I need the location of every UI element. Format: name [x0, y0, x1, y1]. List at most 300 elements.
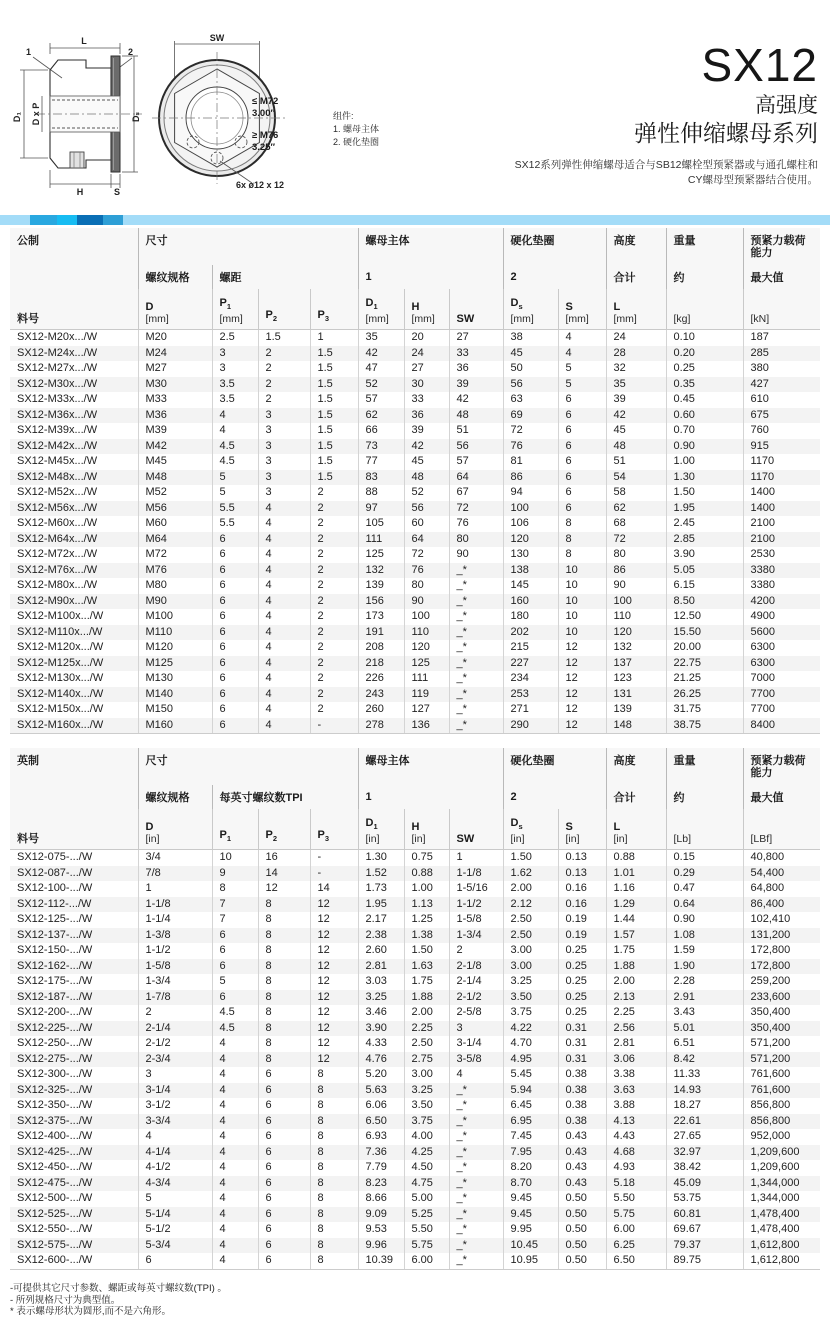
table-row: [10, 439, 820, 455]
table-cell: 5-1/4: [138, 1207, 212, 1223]
table-cell: SX12-M130x.../W: [17, 672, 104, 684]
table-cell: 5.45: [503, 1067, 558, 1083]
table-cell: _*: [449, 1145, 503, 1161]
table-cell: 6.15: [666, 578, 743, 594]
table-cell: SX12-M56x.../W: [17, 501, 98, 514]
table-cell: 2.81: [606, 1036, 666, 1052]
table-cell: 2: [258, 361, 310, 377]
table-cell: 4: [258, 671, 310, 687]
column-header: 料号: [10, 289, 138, 330]
table-cell: _*: [449, 563, 503, 579]
table-cell: 5-1/2: [138, 1222, 212, 1238]
table-cell: 2.5: [212, 330, 258, 346]
table-cell: SX12-M90x.../W: [17, 594, 98, 607]
table-cell: SX12-M76x.../W: [17, 563, 98, 576]
table-cell: 2-3/4: [138, 1052, 212, 1068]
table-cell: 3380: [743, 578, 820, 594]
table-cell: SX12-475-.../W: [17, 1176, 93, 1189]
table-cell: 9.96: [358, 1238, 404, 1254]
group-header-row: [10, 228, 820, 265]
table-cell: 1.75: [606, 943, 666, 959]
table-cell: 2: [310, 702, 358, 718]
table-cell: SX12-M125x.../W: [17, 656, 104, 669]
table-cell: 218: [358, 656, 404, 672]
table-cell: 16: [258, 850, 310, 866]
table-cell: 38.75: [666, 718, 743, 734]
table-cell: 4: [258, 687, 310, 703]
table-cell: 8: [310, 1098, 358, 1114]
table-cell: 7700: [743, 702, 820, 718]
table-cell: 675: [743, 408, 820, 424]
table-cell: 1170: [743, 454, 820, 470]
table-cell: 6: [212, 687, 258, 703]
table-cell: 6.51: [666, 1036, 743, 1052]
table-cell: M125: [138, 656, 212, 672]
legend-item-1: 1. 螺母主体: [333, 124, 380, 134]
table-cell: 35: [358, 330, 404, 346]
table-cell: 3-5/8: [449, 1052, 503, 1068]
table-cell: 2530: [743, 547, 820, 563]
dim-label-s: S: [113, 187, 121, 197]
table-row: [10, 1238, 820, 1254]
table-cell: 5.5: [212, 516, 258, 532]
sub-nut-body-1: 1: [358, 785, 503, 809]
table-cell: 6.06: [358, 1098, 404, 1114]
thread-range-annotation: [252, 96, 278, 154]
table-cell: SX12-M120x.../W: [17, 641, 104, 653]
table-cell: 56: [404, 501, 449, 517]
table-cell: 45.09: [666, 1176, 743, 1192]
sub-total: 合计: [606, 785, 666, 809]
table-cell: M48: [138, 470, 212, 486]
table-cell: _*: [449, 594, 503, 610]
table-cell: 6.95: [503, 1114, 558, 1130]
table-cell: 8: [258, 990, 310, 1006]
sub-total: 合计: [606, 265, 666, 289]
table-cell: _*: [449, 578, 503, 594]
table-cell: 1-1/2: [138, 943, 212, 959]
table-cell: 208: [358, 640, 404, 656]
group-height: 高度: [606, 748, 666, 785]
legend-title: 组件:: [333, 111, 354, 121]
table-cell: 12: [558, 671, 606, 687]
table-cell: 8: [310, 1083, 358, 1099]
table-cell: 3: [258, 423, 310, 439]
table-cell: 4.93: [606, 1160, 666, 1176]
table-cell: 6: [212, 990, 258, 1006]
imperial-table: [10, 748, 820, 1270]
table-cell: 1.5: [310, 423, 358, 439]
table-cell: 27.65: [666, 1129, 743, 1145]
sub-max: 最大值: [743, 785, 820, 809]
table-cell: 8400: [743, 718, 820, 734]
bolt-circle-label: 6x ø12 x 12: [235, 180, 284, 190]
table-row: [10, 1114, 820, 1130]
table-cell: 12: [310, 1036, 358, 1052]
table-cell: 88: [358, 485, 404, 501]
table-cell: M33: [138, 392, 212, 408]
table-cell: 10: [558, 563, 606, 579]
table-row: [10, 361, 820, 377]
table-cell: 1.5: [310, 361, 358, 377]
table-cell: 14.93: [666, 1083, 743, 1099]
table-cell: 4: [258, 594, 310, 610]
table-cell: 1.44: [606, 912, 666, 928]
table-cell: 8: [310, 1222, 358, 1238]
table-cell: 4: [258, 532, 310, 548]
table-cell: 72: [449, 501, 503, 517]
table-cell: 3380: [743, 563, 820, 579]
table-row: [10, 1176, 820, 1192]
table-cell: 8: [258, 974, 310, 990]
table-cell: 1.57: [606, 928, 666, 944]
table-cell: 5: [212, 974, 258, 990]
table-cell: 761,600: [743, 1083, 820, 1099]
table-cell: SX12-M48x.../W: [17, 470, 98, 483]
table-cell: 0.13: [558, 866, 606, 882]
table-cell: 1170: [743, 470, 820, 486]
table-cell: 1.95: [358, 897, 404, 913]
column-header: $P_3$: [310, 289, 358, 330]
table-cell: 9.53: [358, 1222, 404, 1238]
table-cell: 6: [258, 1160, 310, 1176]
table-cell: M100: [138, 609, 212, 625]
table-cell: SX12-375-.../W: [17, 1114, 93, 1127]
table-cell: 3-1/4: [449, 1036, 503, 1052]
table-cell: 4.00: [404, 1129, 449, 1145]
table-cell: 3.25: [404, 1083, 449, 1099]
series-subtitle-2: 弹性伸缩螺母系列: [634, 120, 818, 146]
table-cell: 172,800: [743, 959, 820, 975]
table-cell: 8: [310, 1253, 358, 1269]
table-cell: 62: [606, 501, 666, 517]
column-header: $P_2$: [258, 809, 310, 850]
table-cell: 7.95: [503, 1145, 558, 1161]
table-cell: 1.5: [310, 470, 358, 486]
table-cell: 173: [358, 609, 404, 625]
table-cell: 4: [138, 1129, 212, 1145]
table-cell: 5.75: [404, 1238, 449, 1254]
table-cell: 38.42: [666, 1160, 743, 1176]
table-cell: SX12-400-.../W: [17, 1130, 93, 1142]
table-cell: 148: [606, 718, 666, 734]
table-cell: 2.50: [503, 928, 558, 944]
table-cell: 90: [449, 547, 503, 563]
table-cell: 2: [310, 563, 358, 579]
table-row: [10, 1253, 820, 1269]
table-cell: 2.91: [666, 990, 743, 1006]
table-cell: 1,209,600: [743, 1145, 820, 1161]
table-cell: 24: [606, 330, 666, 346]
table-cell: M42: [138, 439, 212, 455]
table-cell: SX12-075-.../W: [17, 851, 93, 863]
table-cell: 6: [212, 702, 258, 718]
table-cell: 0.20: [666, 346, 743, 362]
table-cell: 136: [404, 718, 449, 734]
table-cell: 2.17: [358, 912, 404, 928]
table-cell: 102,410: [743, 912, 820, 928]
table-cell: 8: [558, 532, 606, 548]
table-cell: 285: [743, 346, 820, 362]
table-cell: 6300: [743, 656, 820, 672]
group-weight: 重量: [666, 748, 743, 785]
column-header-row: [10, 809, 820, 850]
table-cell: 5.50: [606, 1191, 666, 1207]
table-cell: 215: [503, 640, 558, 656]
table-cell: 48: [404, 470, 449, 486]
table-row: [10, 330, 820, 346]
table-row: [10, 1160, 820, 1176]
table-cell: 14: [310, 881, 358, 897]
table-cell: 760: [743, 423, 820, 439]
table-cell: 12: [310, 1021, 358, 1037]
table-cell: 11.33: [666, 1067, 743, 1083]
table-cell: 45: [404, 454, 449, 470]
table-cell: 73: [358, 439, 404, 455]
table-cell: 2: [310, 671, 358, 687]
table-cell: SX12-575-.../W: [17, 1238, 93, 1251]
table-cell: 6: [258, 1067, 310, 1083]
accent-bar: [0, 215, 830, 225]
table-cell: 5.01: [666, 1021, 743, 1037]
table-cell: 12: [558, 718, 606, 734]
table-cell: SX12-M60x.../W: [17, 517, 98, 529]
table-cell: 1.88: [404, 990, 449, 1006]
table-cell: SX12-600-.../W: [10, 1253, 138, 1269]
table-cell: 2: [310, 609, 358, 625]
table-cell: SX12-M150x.../W: [17, 703, 104, 715]
table-cell: 0.70: [666, 423, 743, 439]
table-row: [10, 1098, 820, 1114]
table-cell: _*: [449, 702, 503, 718]
table-cell: 131,200: [743, 928, 820, 944]
table-cell: 1.50: [666, 485, 743, 501]
table-cell: 4: [258, 501, 310, 517]
table-cell: 60.81: [666, 1207, 743, 1223]
table-cell: 97: [358, 501, 404, 517]
table-cell: M27: [138, 361, 212, 377]
table-row: [10, 408, 820, 424]
table-cell: 72: [404, 547, 449, 563]
table-cell: 110: [404, 625, 449, 641]
table-cell: 4: [212, 1253, 258, 1269]
table-cell: 1.01: [606, 866, 666, 882]
table-cell: 1-3/4: [449, 928, 503, 944]
table-cell: SX12-M20x.../W: [17, 331, 98, 343]
table-cell: 1.5: [310, 377, 358, 393]
table-cell: 0.35: [666, 377, 743, 393]
table-cell: 119: [404, 687, 449, 703]
table-cell: 1: [310, 330, 358, 346]
table-cell: 4-1/4: [138, 1145, 212, 1161]
table-row: [10, 609, 820, 625]
table-cell: 8: [258, 897, 310, 913]
column-header: S [in]: [558, 809, 606, 850]
table-cell: 350,400: [743, 1005, 820, 1021]
table-cell: 2.00: [503, 881, 558, 897]
table-cell: 226: [358, 671, 404, 687]
table-cell: 8: [558, 547, 606, 563]
table-cell: 2.50: [503, 912, 558, 928]
table-cell: 3: [138, 1067, 212, 1083]
table-cell: 0.90: [666, 912, 743, 928]
table-cell: 86: [503, 470, 558, 486]
table-row: [10, 1222, 820, 1238]
table-cell: 856,800: [743, 1098, 820, 1114]
range-le-m72: ≤ M72: [252, 96, 279, 107]
table-cell: 6: [212, 547, 258, 563]
table-cell: 4: [212, 1067, 258, 1083]
table-cell: 8: [258, 912, 310, 928]
table-cell: 4: [258, 563, 310, 579]
table-cell: 6: [212, 609, 258, 625]
table-cell: 3.00: [503, 943, 558, 959]
sub-nut-body-1: 1: [358, 265, 503, 289]
table-cell: 7: [212, 897, 258, 913]
table-cell: SX12-M42x.../W: [17, 439, 98, 452]
sub-washer-2: 2: [503, 785, 606, 809]
table-cell: 42: [358, 346, 404, 362]
table-cell: 915: [743, 439, 820, 455]
table-cell: 0.50: [558, 1207, 606, 1223]
table-cell: 66: [358, 423, 404, 439]
table-cell: 5: [558, 361, 606, 377]
table-cell: 2-1/4: [449, 974, 503, 990]
table-cell: 10.95: [503, 1253, 558, 1269]
table-cell: 9.45: [503, 1207, 558, 1223]
table-cell: -: [310, 850, 358, 866]
table-cell: 3.06: [606, 1052, 666, 1068]
table-cell: 5.5: [212, 501, 258, 517]
table-cell: 1.30: [666, 470, 743, 486]
table-cell: 2-1/2: [138, 1036, 212, 1052]
table-cell: M140: [138, 687, 212, 703]
table-cell: 0.15: [666, 850, 743, 866]
table-cell: 227: [503, 656, 558, 672]
table-cell: 4: [212, 423, 258, 439]
table-cell: 123: [606, 671, 666, 687]
table-cell: 2.50: [404, 1036, 449, 1052]
column-header: $P_3$: [310, 809, 358, 850]
table-cell: 52: [404, 485, 449, 501]
table-cell: 2-1/4: [138, 1021, 212, 1037]
table-cell: 243: [358, 687, 404, 703]
table-row: [10, 881, 820, 897]
table-cell: 6.50: [606, 1253, 666, 1269]
table-cell: 6: [212, 532, 258, 548]
sub-approx: 约: [666, 265, 743, 289]
sub-pitch: 螺距: [212, 265, 358, 289]
table-row: [10, 423, 820, 439]
table-cell: 2: [310, 516, 358, 532]
table-cell: 51: [449, 423, 503, 439]
table-cell: _*: [449, 656, 503, 672]
table-cell: 8.70: [503, 1176, 558, 1192]
table-cell: 6: [258, 1129, 310, 1145]
table-cell: 3.63: [606, 1083, 666, 1099]
table-cell: 8: [558, 516, 606, 532]
table-cell: 4: [212, 1145, 258, 1161]
table-cell: 67: [449, 485, 503, 501]
table-cell: 106: [503, 516, 558, 532]
table-cell: -: [310, 718, 358, 734]
group-nut-body: 螺母主体: [358, 228, 503, 265]
dim-label-dxp: D x P: [31, 102, 41, 126]
table-cell: 571,200: [743, 1052, 820, 1068]
table-cell: 0.13: [558, 850, 606, 866]
table-cell: 132: [358, 563, 404, 579]
table-cell: 6: [258, 1098, 310, 1114]
footnotes: [10, 1283, 227, 1318]
table-cell: 45: [606, 423, 666, 439]
table-row: [10, 516, 820, 532]
table-cell: 3.38: [606, 1067, 666, 1083]
table-cell: 8: [258, 1036, 310, 1052]
column-header: SW: [449, 289, 503, 330]
table-cell: 0.19: [558, 928, 606, 944]
table-cell: 64,800: [743, 881, 820, 897]
table-cell: 127: [404, 702, 449, 718]
table-cell: SX12-325-.../W: [17, 1083, 93, 1096]
table-cell: 1.00: [666, 454, 743, 470]
table-row: [10, 547, 820, 563]
table-cell: 12: [310, 912, 358, 928]
table-cell: 1.5: [310, 439, 358, 455]
table-cell: 187: [743, 330, 820, 346]
table-cell: 1.29: [606, 897, 666, 913]
table-cell: 7/8: [138, 866, 212, 882]
table-cell: 4: [558, 330, 606, 346]
table-cell: 5.75: [606, 1207, 666, 1223]
table-cell: 1-1/8: [449, 866, 503, 882]
table-cell: 1.38: [404, 928, 449, 944]
metric-table-section: [10, 228, 820, 734]
table-cell: 4.5: [212, 1005, 258, 1021]
table-cell: SX12-M160x.../W: [10, 718, 138, 734]
table-cell: 12: [310, 1005, 358, 1021]
table-cell: 58: [606, 485, 666, 501]
table-cell: 125: [404, 656, 449, 672]
table-row: [10, 563, 820, 579]
table-cell: SX12-450-.../W: [17, 1161, 93, 1173]
table-cell: 610: [743, 392, 820, 408]
table-row: [10, 943, 820, 959]
table-cell: 3.25: [503, 974, 558, 990]
table-cell: 2: [138, 1005, 212, 1021]
table-cell: 6: [558, 423, 606, 439]
table-cell: 6: [558, 501, 606, 517]
table-cell: 39: [606, 392, 666, 408]
table-cell: 4.5: [212, 454, 258, 470]
table-cell: 5600: [743, 625, 820, 641]
table-cell: 3.90: [358, 1021, 404, 1037]
table-cell: SX12-M27x.../W: [17, 362, 98, 374]
table-cell: M120: [138, 640, 212, 656]
table-cell: 380: [743, 361, 820, 377]
table-cell: 42: [606, 408, 666, 424]
table-cell: 48: [449, 408, 503, 424]
table-cell: 38: [503, 330, 558, 346]
table-cell: SX12-275-.../W: [17, 1052, 93, 1065]
table-cell: 5.00: [404, 1191, 449, 1207]
table-cell: 8.42: [666, 1052, 743, 1068]
table-cell: 259,200: [743, 974, 820, 990]
column-header: S [mm]: [558, 289, 606, 330]
table-cell: 36: [404, 408, 449, 424]
table-cell: 2.56: [606, 1021, 666, 1037]
components-legend: [333, 110, 379, 149]
group-washer: 硬化垫圈: [503, 228, 606, 265]
